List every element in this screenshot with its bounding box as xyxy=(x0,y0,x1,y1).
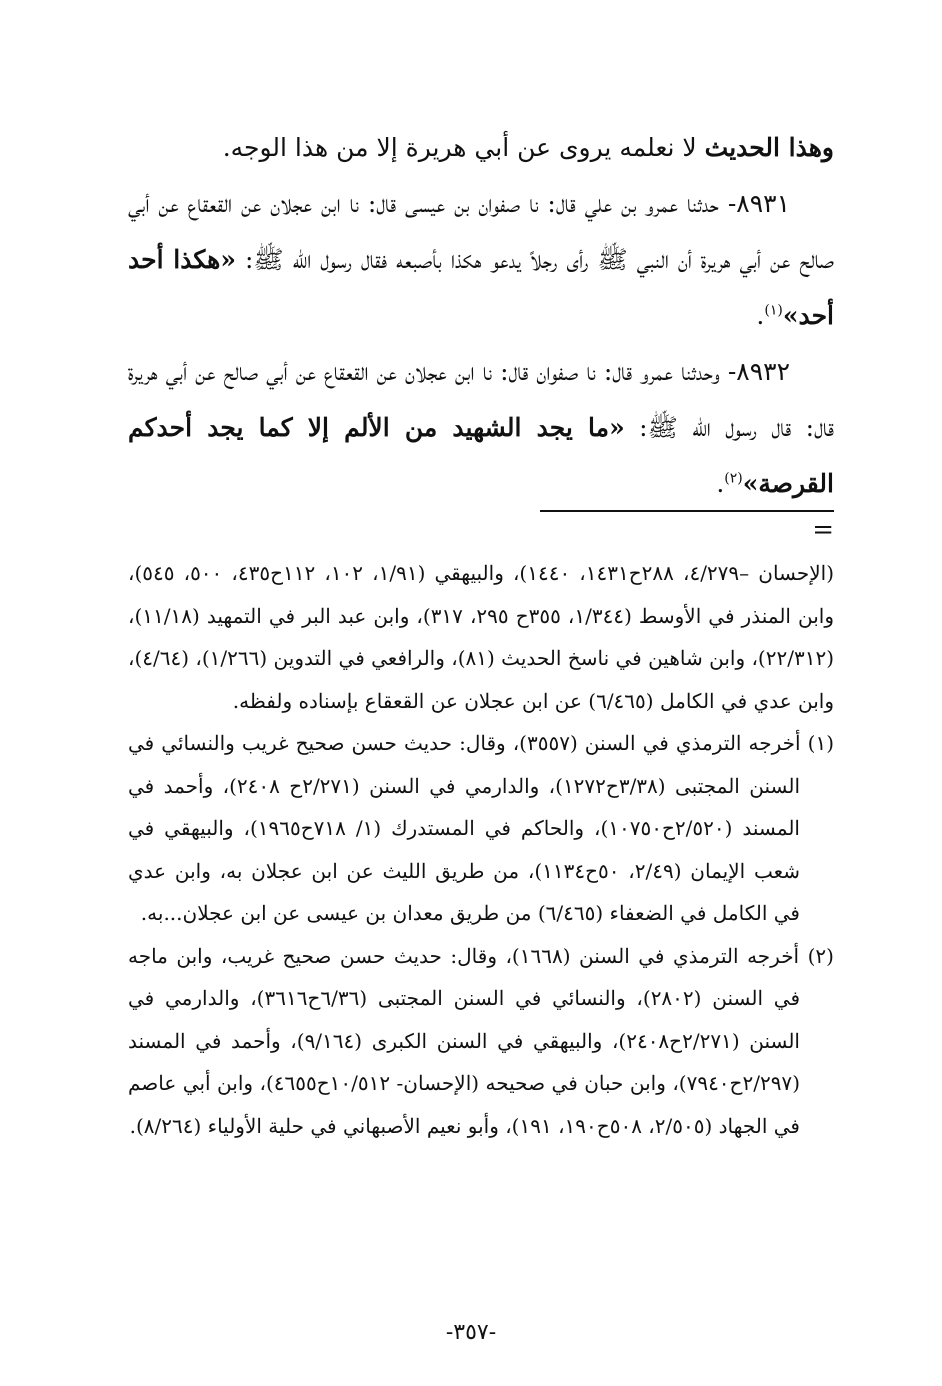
footnote-separator xyxy=(540,510,834,512)
hadith-8932-quote: «ما يجد الشهيد من الألم إلا كما يجد أحدكم القرصة» xyxy=(128,413,834,498)
hadith-8931-end: . xyxy=(756,301,765,330)
hadith-8931-text: ٨٩٣١- حدثنا عمرو بن علي قال: نا صفوان بن عيسى قال: نا ابن عجلان عن القعقاع عن أبي صالح عن أبي هريرة أن النبي ﷺ رأى رجلاً يدعو هكذا بأصبعه فقال رسول الله ﷺ: xyxy=(128,189,835,274)
hadith-8931-quote: «هكذا أحد أحد» xyxy=(128,245,834,330)
main-text xyxy=(128,120,834,512)
continuation-mark: = xyxy=(812,515,834,545)
paragraph-1-text: لا نعلمه يروى عن أبي هريرة إلا من هذا الوجه. xyxy=(222,133,697,162)
hadith-8932 xyxy=(128,344,834,512)
footnote-ref-1: (١) xyxy=(764,302,783,319)
page-number: -٣٥٧- xyxy=(445,1320,497,1345)
footnotes xyxy=(128,552,834,1147)
bold-phrase: وهذا الحديث xyxy=(704,133,834,162)
footnote-2: (٢) أخرجه الترمذي في السنن (١٦٦٨)، وقال: حديث حسن صحيح غريب، وابن ماجه في السنن (٢٨٠٢)، والنسائي في السنن المجتبى (٦/٣٦ح٣٦١٦)، والدارمي في السنن (٢/٢٧١ح٢٤٠٨)، والبيهقي في السنن الكبرى (٩/١٦٤)، وأحمد في المسند (٢/٢٩٧ح٧٩٤٠)، وابن حبان في صحيحه (الإحسان- ١٠/٥١٢ح٤٦٥٥)، وابن أبي عاصم في الجهاد (٢/٥٠٥، ٥٠٨ح١٩٠، ١٩١)، وأبو نعيم الأصبهاني في حلية الأولياء (٨/٢٦٤). xyxy=(128,943,834,1138)
paragraph-1 xyxy=(128,120,834,176)
hadith-8932-end: . xyxy=(716,469,725,498)
footnote-1: (١) أخرجه الترمذي في السنن (٣٥٥٧)، وقال: حديث حسن صحيح غريب والنسائي في السنن المجتبى (٣/٣٨ح١٢٧٢)، والدارمي في السنن (٢/٢٧١ح ٢٤٠٨)، وأحمد في المسند (٢/٥٢٠ح١٠٧٥٠)، والحاكم في المستدرك (١/ ٧١٨ح١٩٦٥)، والبيهقي في شعب الإيمان (٢/٤٩، ٥٠ح١١٣٤)، من طريق الليث عن ابن عجلان به، وابن عدي في الكامل في الضعفاء (٦/٤٦٥) من طريق معدان بن عيسى عن ابن عجلان...به. xyxy=(128,731,834,925)
hadith-8932-text: ٨٩٣٢- وحدثنا عمرو قال: نا صفوان قال: نا ابن عجلان عن القعقاع عن أبي صالح عن أبي هريرة قال: قال رسول الله ﷺ: xyxy=(128,357,835,442)
footnote-continuation: (الإحسان –٤/٢٧٩، ٢٨٨ح١٤٣١، ١٤٤٠)، والبيهقي (١/٩١، ١٠٢، ١١٢ح٤٣٥، ٥٠٠، ٥٤٥)، وابن المنذر في الأوسط (١/٣٤٤، ٣٥٥ح ٢٩٥، ٣١٧)، وابن عبد البر في التمهيد (١١/١٨)، (٢٢/٣١٢)، وابن شاهين في ناسخ الحديث (٨١)، والرافعي في التدوين (١/٢٦٦)، (٤/٦٤)، وابن عدي في الكامل (٦/٤٦٥) عن ابن عجلان عن القعقاع بإسناده ولفظه. xyxy=(128,561,835,713)
footnote-ref-2: (٢) xyxy=(724,470,743,487)
hadith-8931 xyxy=(128,176,834,344)
